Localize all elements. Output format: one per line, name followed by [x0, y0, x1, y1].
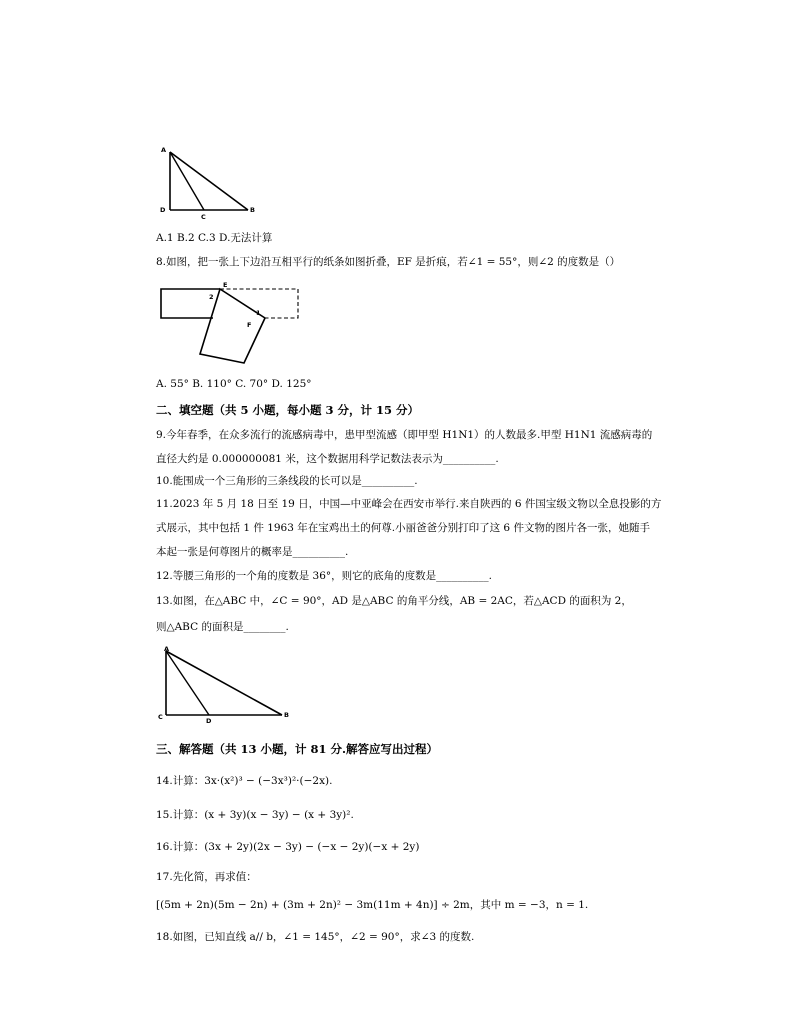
label-a: A — [164, 645, 170, 653]
question-11-line-3: 本起一张是何尊图片的概率是__________. — [156, 546, 349, 558]
section-2-title: 二、填空题（共 5 小题，每小题 3 分，计 15 分） — [156, 403, 420, 417]
figure-q7-triangle — [154, 140, 264, 222]
label-e: E — [223, 281, 228, 289]
label-f: F — [247, 321, 252, 329]
question-11-line-2: 式展示，其中包括 1 件 1963 年在宝鸡出土的何尊.小丽爸爸分别打印了这 6 件文物的图片各一张，她随手 — [156, 522, 650, 534]
label-c: C — [158, 713, 163, 721]
label-a: A — [161, 146, 167, 154]
figure-q13-triangle — [154, 641, 299, 723]
question-18: 18.如图，已知直线 a// b，∠1 = 145°，∠2 = 90°，求∠3 的度数. — [156, 931, 475, 943]
question-14: 14.计算：3x·(x²)³ − (−3x³)²·(−2x). — [156, 775, 333, 787]
label-angle-1: 1 — [256, 309, 261, 317]
question-15: 15.计算：(x + 3y)(x − 3y) − (x + 3y)². — [156, 809, 354, 821]
section-3-title: 三、解答题（共 13 小题，计 81 分.解答应写出过程） — [156, 742, 439, 756]
question-13-line-1: 13.如图，在△ABC 中，∠C = 90°，AD 是△ABC 的角平分线，AB = 2AC，若△ACD 的面积为 2， — [156, 595, 632, 607]
q8-options: A. 55° B. 110° C. 70° D. 125° — [156, 378, 312, 390]
question-17-line-2: [(5m + 2n)(5m − 2n) + (3m + 2n)² − 3m(11m + 4n)] ÷ 2m，其中 m = −3，n = 1. — [156, 899, 589, 911]
label-c: C — [201, 213, 206, 221]
question-9-line-1: 9.今年春季，在众多流行的流感病毒中，患甲型流感（即甲型 H1N1）的人数最多.甲型 H1N1 流感病毒的 — [156, 429, 653, 441]
triangle-abc-diagram — [154, 641, 299, 723]
question-9-line-2: 直径大约是 0.000000081 米，这个数据用科学记数法表示为__________. — [156, 453, 499, 465]
label-d: D — [160, 206, 166, 214]
folded-strip-diagram — [158, 279, 303, 369]
question-10: 10.能围成一个三角形的三条线段的长可以是__________. — [156, 475, 418, 487]
triangle-diagram — [154, 140, 264, 222]
label-angle-2: 2 — [209, 293, 214, 301]
label-b: B — [284, 711, 289, 719]
question-13-line-2: 则△ABC 的面积是________. — [156, 621, 289, 633]
question-12: 12.等腰三角形的一个角的度数是 36°，则它的底角的度数是__________. — [156, 570, 492, 582]
question-8: 8.如图，把一张上下边沿互相平行的纸条如图折叠，EF 是折痕，若∠1 = 55°，则∠2 的度数是（） — [156, 256, 621, 268]
question-17-line-1: 17.先化简，再求值： — [156, 871, 257, 883]
label-d: D — [206, 717, 212, 723]
question-16: 16.计算：(3x + 2y)(2x − 3y) − (−x − 2y)(−x + 2y) — [156, 841, 420, 853]
question-11-line-1: 11.2023 年 5 月 18 日至 19 日，中国—中亚峰会在西安市举行.来自陕西的 6 件国宝级文物以全息投影的方 — [156, 498, 662, 510]
label-b: B — [250, 206, 255, 214]
figure-q8-folded-strip — [158, 279, 303, 369]
q7-options: A.1 B.2 C.3 D.无法计算 — [156, 232, 273, 244]
